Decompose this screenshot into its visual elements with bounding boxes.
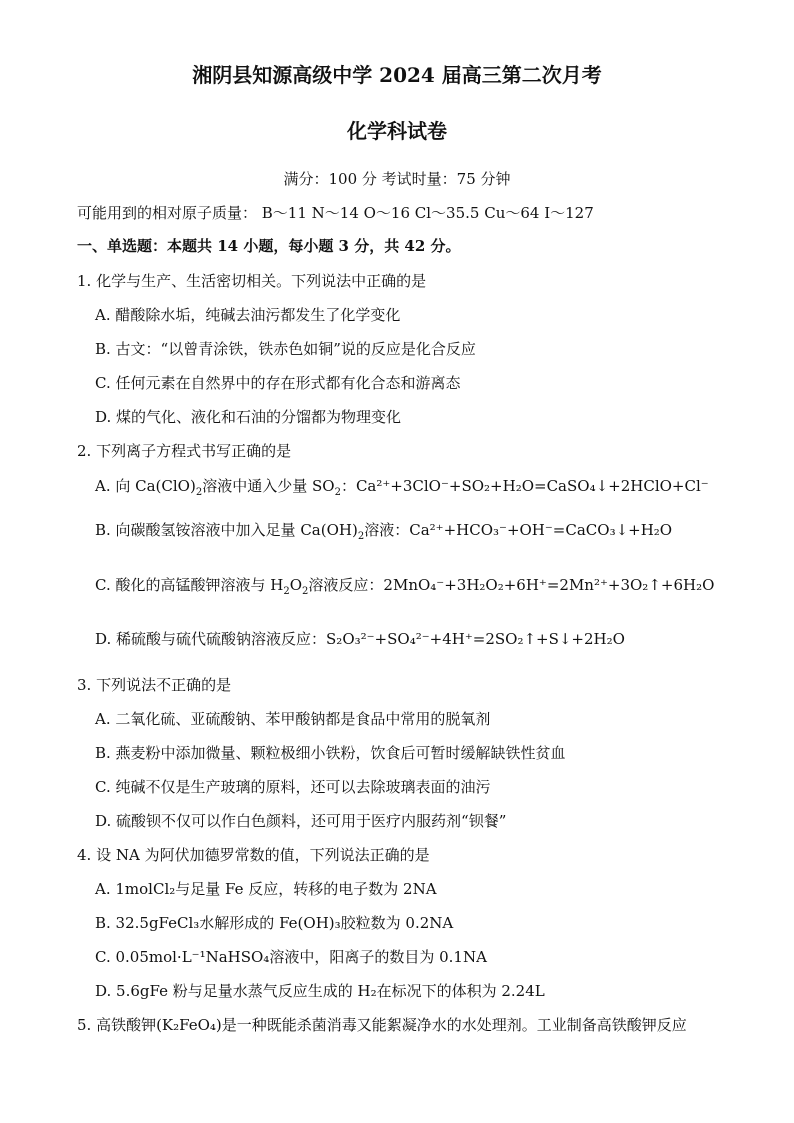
atomic-masses: 可能用到的相对原子质量： B～11 N～14 O～16 Cl～35.5 Cu～64 I～127 bbox=[77, 204, 594, 222]
question-4-option-b: B. 32.5gFeCl₃水解形成的 Fe(OH)₃胶粒数为 0.2NA bbox=[95, 914, 454, 932]
question-1-stem: 1. 化学与生产、生活密切相关。下列说法中正确的是 bbox=[77, 272, 427, 290]
question-3-option-d: D. 硫酸钡不仅可以作白色颜料，还可用于医疗内服药剂“钡餐” bbox=[95, 812, 507, 830]
school-title: 湘阴县知源高级中学 2024 届高三第二次月考 bbox=[192, 63, 602, 87]
question-3-option-b: B. 燕麦粉中添加微量、颗粒极细小铁粉，饮食后可暂时缓解缺铁性贫血 bbox=[95, 744, 566, 762]
question-3-stem: 3. 下列说法不正确的是 bbox=[77, 676, 232, 694]
question-1-option-c: C. 任何元素在自然界中的存在形式都有化合态和游离态 bbox=[95, 374, 461, 392]
question-1-option-b: B. 古文：“以曾青涂铁，铁赤色如铜”说的反应是化合反应 bbox=[95, 340, 476, 358]
question-4-option-d: D. 5.6gFe 粉与足量水蒸气反应生成的 H₂在标况下的体积为 2.24L bbox=[95, 982, 545, 1000]
section-title: 一、单选题：本题共 14 小题，每小题 3 分，共 42 分。 bbox=[77, 237, 461, 255]
question-4-option-c: C. 0.05mol·L⁻¹NaHSO₄溶液中，阳离子的数目为 0.1NA bbox=[95, 948, 487, 966]
question-4-stem: 4. 设 NA 为阿伏加德罗常数的值，下列说法正确的是 bbox=[77, 846, 430, 864]
question-4-option-a: A. 1molCl₂与足量 Fe 反应，转移的电子数为 2NA bbox=[95, 880, 437, 898]
question-1-option-a: A. 醋酸除水垢，纯碱去油污都发生了化学变化 bbox=[95, 306, 401, 324]
question-2-option-d: D. 稀硫酸与硫代硫酸钠溶液反应：S₂O₃²⁻+SO₄²⁻+4H⁺=2SO₂↑+S↓+2H₂O bbox=[95, 630, 625, 648]
question-2-option-c: C. 酸化的高锰酸钾溶液与 $H_2O_2$溶液反应：2MnO₄⁻+3H₂O₂+6H⁺=2Mn²⁺+3O₂↑+6H₂O bbox=[95, 576, 715, 597]
question-3-option-c: C. 纯碱不仅是生产玻璃的原料，还可以去除玻璃表面的油污 bbox=[95, 778, 491, 796]
subject-title: 化学科试卷 bbox=[347, 119, 447, 143]
question-2-option-a: A. 向 $Ca(ClO)_2$溶液中通入少量 $SO_2$：Ca²⁺+3ClO⁻+SO₂+H₂O=CaSO₄↓+2HClO+Cl⁻ bbox=[95, 477, 709, 498]
question-1-option-d: D. 煤的气化、液化和石油的分馏都为物理变化 bbox=[95, 408, 402, 426]
question-3-option-a: A. 二氧化硫、亚硫酸钠、苯甲酸钠都是食品中常用的脱氧剂 bbox=[95, 710, 491, 728]
question-2-option-b: B. 向碳酸氢铵溶液中加入足量 $Ca(OH)_2$溶液：Ca²⁺+HCO₃⁻+OH⁻=CaCO₃↓+H₂O bbox=[95, 521, 673, 542]
question-2-stem: 2. 下列离子方程式书写正确的是 bbox=[77, 442, 292, 460]
score-time-info: 满分：100 分 考试时量：75 分钟 bbox=[283, 170, 511, 188]
question-5-stem: 5. 高铁酸钾(K₂FeO₄)是一种既能杀菌消毒又能絮凝净水的水处理剂。工业制备高铁酸钾反应 bbox=[77, 1016, 687, 1034]
